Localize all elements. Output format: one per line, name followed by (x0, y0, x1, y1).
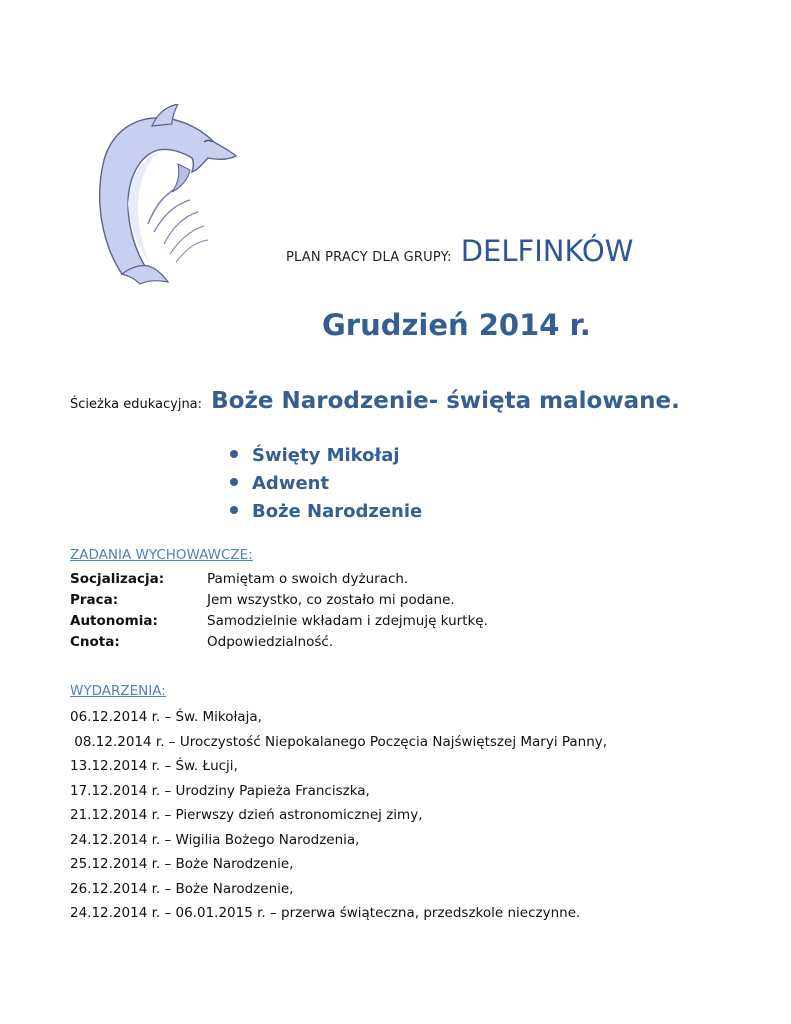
group-prefix: PLAN PRACY DLA GRUPY: (286, 250, 452, 265)
task-label: Praca: (70, 592, 119, 608)
path-title: Boże Narodzenie- święta malowane. (211, 388, 680, 414)
event-item: 08.12.2014 r. – Uroczystość Niepokalanego Poczęcia Najświętszej Maryi Panny, (70, 733, 608, 750)
event-item: 24.12.2014 r. – Wigilia Bożego Narodzenia, (70, 831, 360, 848)
events-heading: WYDARZENIA: (70, 683, 166, 699)
educational-path (70, 388, 680, 414)
topic-label: Święty Mikołaj (252, 445, 400, 466)
group-title (286, 234, 633, 268)
task-value: Samodzielnie wkładam i zdejmuję kurtkę. (207, 613, 488, 629)
event-item: 06.12.2014 r. – Św. Mikołaja, (70, 709, 262, 725)
topic-list (230, 442, 422, 526)
group-name: DELFINKÓW (460, 234, 634, 268)
event-item: 17.12.2014 r. – Urodziny Papieża Franciszka, (70, 782, 370, 799)
events-list (70, 705, 607, 926)
list-item (230, 498, 422, 526)
event-item: 26.12.2014 r. – Boże Narodzenie, (70, 880, 294, 897)
month-heading: Grudzień 2014 r. (322, 308, 591, 342)
dolphin-illustration (86, 104, 242, 290)
path-label: Ścieżka edukacyjna: (70, 397, 203, 412)
tasks-heading: ZADANIA WYCHOWAWCZE: (70, 547, 253, 563)
list-item (230, 470, 422, 498)
event-item: 24.12.2014 r. – 06.01.2015 r. – przerwa świąteczna, przedszkole nieczynne. (70, 905, 581, 921)
task-label: Autonomia: (70, 613, 158, 629)
event-item: 25.12.2014 r. – Boże Narodzenie, (70, 856, 294, 872)
topic-label: Boże Narodzenie (252, 501, 423, 522)
task-label: Socjalizacja: (70, 571, 165, 587)
topic-label: Adwent (252, 473, 330, 494)
task-value: Odpowiedzialność. (207, 634, 334, 650)
task-label: Cnota: (70, 634, 120, 650)
event-item: 13.12.2014 r. – Św. Łucji, (70, 758, 238, 774)
list-item (230, 442, 422, 470)
event-item: 21.12.2014 r. – Pierwszy dzień astronomicznej zimy, (70, 807, 423, 823)
bullet-icon (230, 450, 238, 458)
bullet-icon (230, 478, 238, 486)
task-value: Jem wszystko, co zostało mi podane. (207, 592, 455, 608)
bullet-icon (230, 506, 238, 514)
task-value: Pamiętam o swoich dyżurach. (207, 571, 409, 587)
